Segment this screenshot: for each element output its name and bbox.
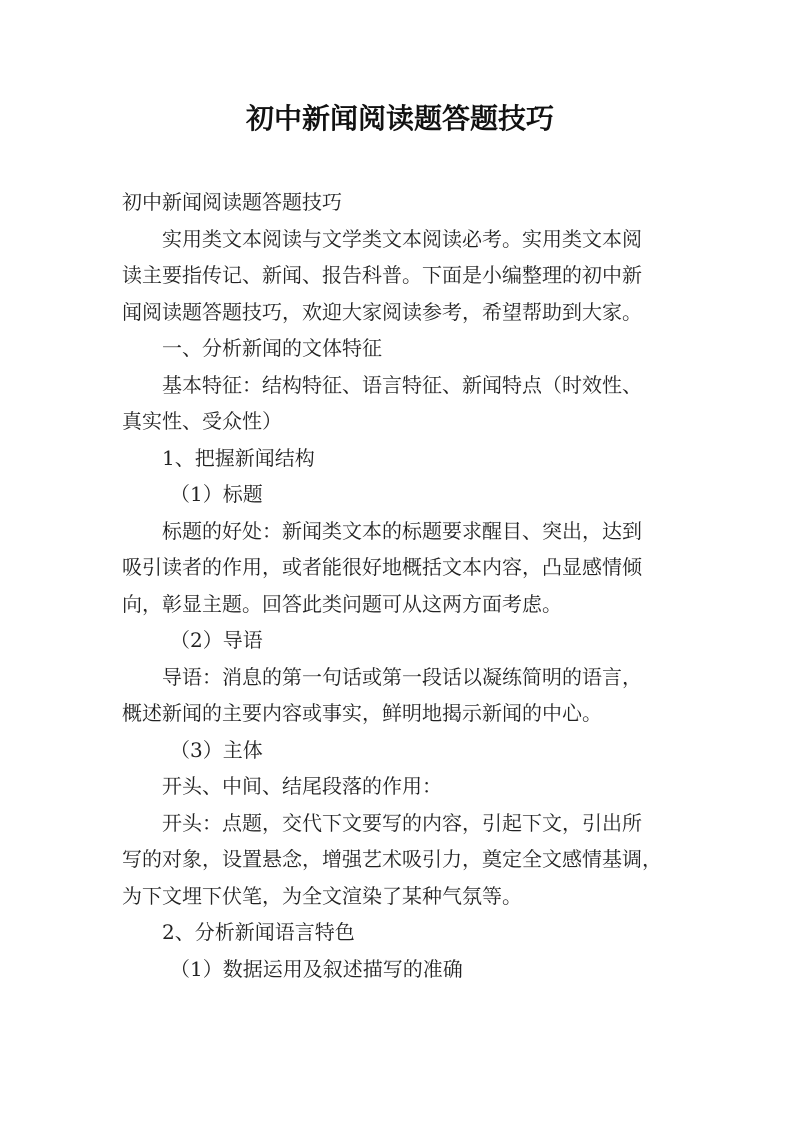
body-line-3: 读主要指传记、新闻、报告科普。下面是小编整理的初中新	[122, 263, 642, 287]
body-line-20: 为下文埋下伏笔，为全文渲染了某种气氛等。	[122, 883, 522, 908]
body-line-15: 概述新闻的主要内容或事实，鲜明地揭示新闻的中心。	[122, 701, 602, 725]
body-line-6: 基本特征：结构特征、语言特征、新闻特点（时效性、	[162, 372, 642, 397]
section-heading-1: 一、分析新闻的文体特征	[162, 336, 382, 360]
body-line-4: 闻阅读题答题技巧，欢迎大家阅读参考，希望帮助到大家。	[122, 299, 642, 324]
item-heading-1: （1）标题	[170, 482, 263, 506]
body-line-12: 向，彰显主题。回答此类问题可从这两方面考虑。	[122, 591, 562, 616]
document-body	[122, 184, 698, 987]
item-heading-4: （1）数据运用及叙述描写的准确	[170, 956, 463, 981]
body-line-18: 开头：点题，交代下文要写的内容，引起下文，引出所	[162, 810, 642, 835]
body-line-10: 标题的好处：新闻类文本的标题要求醒目、突出，达到	[162, 518, 642, 543]
body-line-11: 吸引读者的作用，或者能很好地概括文本内容，凸显感情倾	[122, 555, 642, 579]
body-line-7: 真实性、受众性）	[122, 409, 282, 433]
item-heading-2: （2）导语	[170, 628, 263, 652]
body-line-19: 写的对象，设置悬念，增强艺术吸引力，奠定全文感情基调，	[122, 847, 662, 871]
document-title: 初中新闻阅读题答题技巧	[245, 102, 554, 135]
body-line-17: 开头、中间、结尾段落的作用：	[162, 774, 442, 798]
body-line-14: 导语：消息的第一句话或第一段话以凝练简明的语言，	[162, 664, 642, 689]
subsection-heading-1: 1、把握新闻结构	[162, 445, 315, 470]
subsection-heading-2: 2、分析新闻语言特色	[162, 920, 355, 944]
item-heading-3: （3）主体	[170, 737, 263, 762]
body-line-1: 初中新闻阅读题答题技巧	[122, 190, 342, 214]
body-line-2: 实用类文本阅读与文学类文本阅读必考。实用类文本阅	[162, 226, 642, 251]
